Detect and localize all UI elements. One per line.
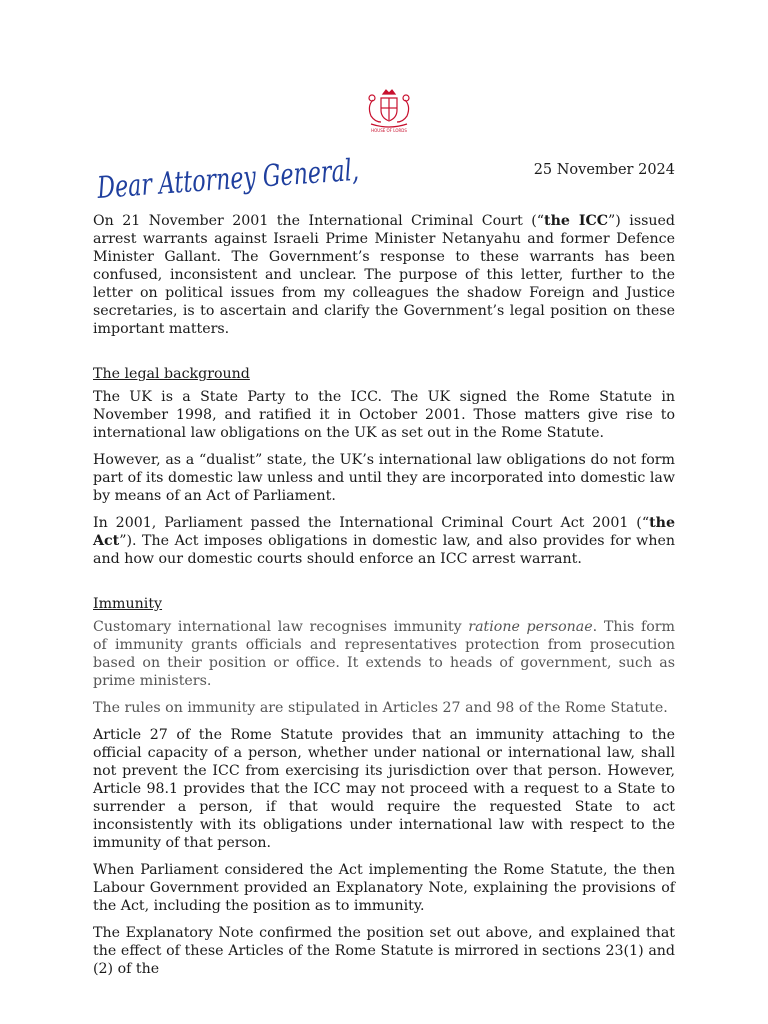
- legal-background-heading: The legal background: [93, 366, 250, 382]
- icc-defined-term: the ICC: [544, 213, 609, 229]
- legal-background-paragraph-1: The UK is a State Party to the ICC. The UK signed the Rome Statute in November 1998, and ratified it in October 2001. Those matters give rise to international law obligations on the UK as set out in the Rome Statute.: [93, 389, 675, 441]
- immunity-paragraph-2: The rules on immunity are stipulated in Articles 27 and 98 of the Rome Statute.: [93, 700, 668, 716]
- immunity-paragraph-3: Article 27 of the Rome Statute provides that an immunity attaching to the official capacity of a person, whether under national or international law, shall not prevent the ICC from exercising its jurisdiction over that person. However, Article 98.1 provides that the ICC may not proceed with a request to a State to surrender a person, if that would require the requested State to act inconsistently with its obligations under international law with respect to the immunity of that person.: [93, 727, 675, 851]
- handwritten-salutation: [96, 146, 453, 216]
- crest-caption: HOUSE OF LORDS: [371, 128, 407, 133]
- ratione-personae-term: ratione personae: [468, 619, 593, 635]
- immunity-paragraph-4: When Parliament considered the Act implementing the Rome Statute, the then Labour Government provided an Explanatory Note, explaining the provisions of the Act, including the position as to immunity.: [93, 862, 675, 914]
- act-defined-term: the Act: [93, 515, 675, 549]
- immunity-paragraph-5: The Explanatory Note confirmed the position set out above, and explained that the effect of these Articles of the Rome Statute is mirrored in sections 23(1) and (2) of the: [93, 925, 675, 977]
- legal-background-paragraph-3: In 2001, Parliament passed the International Criminal Court Act 2001 (“the Act”). The Act imposes obligations in domestic law, and also provides for when and how our domestic courts should enforce an ICC arrest warrant.: [93, 515, 675, 567]
- immunity-heading: Immunity: [93, 596, 163, 612]
- salutation-text: Dear Attorney General,: [96, 146, 453, 206]
- letter-body: [93, 212, 675, 987]
- legal-background-paragraph-2: However, as a “dualist” state, the UK’s international law obligations do not form part of its domestic law unless and until they are incorporated into domestic law by means of an Act of Parliament.: [93, 452, 675, 504]
- royal-coat-of-arms-icon: [359, 86, 419, 134]
- letter-date: 25 November 2024: [533, 162, 675, 178]
- immunity-paragraph-1: Customary international law recognises immunity ratione personae. This form of immunity grants officials and representatives protection from prosecution based on their position or office. It extends to heads of government, such as prime ministers.: [93, 619, 675, 689]
- intro-paragraph: On 21 November 2001 the International Criminal Court (“the ICC”) issued arrest warrants against Israeli Prime Minister Netanyahu and former Defence Minister Gallant. The Government’s response to these warrants has been confused, inconsistent and unclear. The purpose of this letter, further to the letter on political issues from my colleagues the shadow Foreign and Justice secretaries, is to ascertain and clarify the Government’s legal position on these important matters.: [93, 213, 675, 337]
